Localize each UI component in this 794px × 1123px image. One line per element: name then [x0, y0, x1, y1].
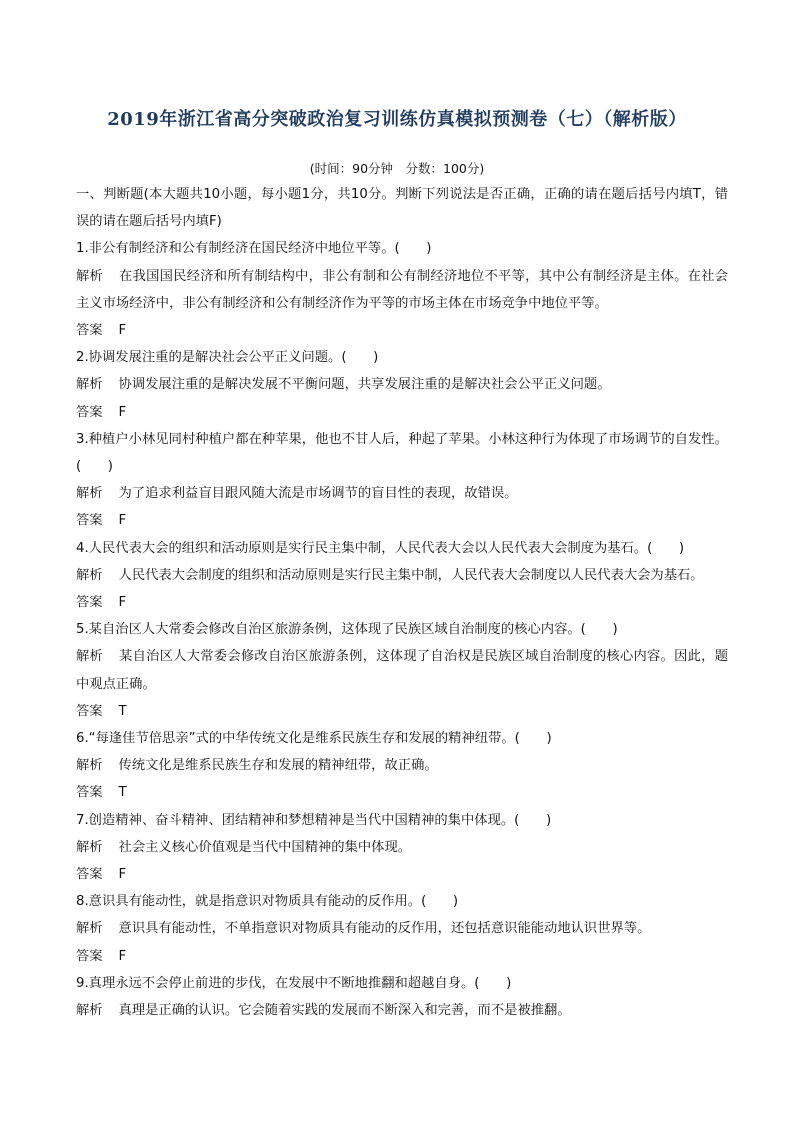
analysis-text: 真理是正确的认识。它会随着实践的发展而不断深入和完善，而不是被推翻。	[118, 1003, 571, 1019]
question-text: 5.某自治区人大常委会修改自治区旅游条例，这体现了民族区域自治制度的核心内容。( )	[76, 622, 618, 638]
answer-value: F	[118, 867, 127, 883]
analysis-label: 解析	[76, 649, 104, 665]
question-text: 2.协调发展注重的是解决社会公平正义问题。( )	[76, 350, 379, 366]
answer-label: 答案	[76, 867, 103, 883]
document-body	[76, 181, 728, 1024]
answer-value: T	[118, 703, 127, 719]
answer-value: F	[118, 404, 127, 420]
answer	[76, 507, 728, 534]
exam-meta: (时间：90分钟 分数：100分)	[309, 161, 485, 176]
analysis-label: 解析	[76, 377, 103, 393]
question-text: 7.创造精神、奋斗精神、团结精神和梦想精神是当代中国精神的集中体现。( )	[76, 812, 552, 828]
analysis-label: 解析	[76, 921, 103, 937]
analysis-text: 在我国国民经济和所有制结构中，非公有制和公有制经济地位不平等，其中公有制经济是主体。在社会主义市场经济中，非公有制经济和公有制经济作为平等的市场主体在市场竞争中地位平等。	[76, 268, 729, 311]
analysis-text: 某自治区人大常委会修改自治区旅游条例，这体现了自治权是民族区域自治制度的核心内容。因此，题中观点正确。	[76, 649, 729, 692]
question-text: 8.意识具有能动性，就是指意识对物质具有能动的反作用。( )	[76, 894, 459, 910]
answer-label: 答案	[76, 703, 103, 719]
answer-label: 答案	[76, 948, 103, 964]
answer	[76, 399, 728, 426]
question-text: 3.种植户小林见同村种植户都在种苹果，他也不甘人后，种起了苹果。小林这种行为体现了市场调节的自发性。( )	[76, 431, 728, 475]
analysis	[76, 263, 728, 317]
analysis	[76, 752, 728, 779]
analysis-text: 人民代表大会制度的组织和活动原则是实行民主集中制，人民代表大会制度以人民代表大会为基石。	[118, 567, 704, 583]
answer	[76, 698, 728, 725]
answer-label: 答案	[76, 595, 103, 611]
analysis-text: 传统文化是维系民族生存和发展的精神纽带，故正确。	[118, 758, 438, 774]
answer	[76, 861, 728, 888]
answer	[76, 943, 728, 970]
analysis	[76, 643, 728, 697]
analysis	[76, 371, 728, 398]
analysis-label: 解析	[76, 839, 103, 855]
analysis-label: 解析	[76, 567, 103, 583]
answer-value: F	[118, 513, 127, 529]
question-text: 6.“每逢佳节倍思亲”式的中华传统文化是维系民族生存和发展的精神纽带。( )	[76, 731, 552, 747]
analysis-label: 解析	[76, 758, 103, 774]
answer-label: 答案	[76, 323, 103, 339]
document-title: 2019年浙江省高分突破政治复习训练仿真模拟预测卷（七）（解析版）	[107, 109, 687, 130]
question-text: 4.人民代表大会的组织和活动原则是实行民主集中制，人民代表大会以人民代表大会制度为基石。( )	[76, 540, 685, 556]
analysis-text: 意识具有能动性，不单指意识对物质具有能动的反作用，还包括意识能能动地认识世界等。	[118, 921, 651, 937]
answer-label: 答案	[76, 513, 103, 529]
question-text: 1.非公有制经济和公有制经济在国民经济中地位平等。( )	[76, 241, 432, 257]
answer	[76, 779, 728, 806]
analysis-text: 为了追求利益盲目跟风随大流是市场调节的盲目性的表现，故错误。	[118, 486, 518, 502]
answer-value: T	[118, 785, 127, 801]
answer	[76, 317, 728, 344]
answer-label: 答案	[76, 785, 103, 801]
analysis-text: 社会主义核心价值观是当代中国精神的集中体现。	[118, 839, 412, 855]
analysis	[76, 562, 728, 589]
analysis-label: 解析	[76, 1003, 103, 1019]
analysis-label: 解析	[76, 268, 104, 284]
answer	[76, 589, 728, 616]
answer-label: 答案	[76, 404, 103, 420]
answer-value: F	[118, 323, 127, 339]
answer-value: F	[118, 948, 127, 964]
analysis	[76, 915, 728, 942]
section-header: 一、判断题(本大题共10小题，每小题1分，共10分。判断下列说法是否正确，正确的请在题后括号内填T，错误的请在题后括号内填F)	[76, 187, 728, 230]
question-text: 9.真理永远不会停止前进的步伐，在发展中不断地推翻和超越自身。( )	[76, 975, 512, 991]
analysis	[76, 997, 728, 1024]
analysis	[76, 480, 728, 507]
analysis-label: 解析	[76, 486, 103, 502]
answer-value: F	[118, 595, 127, 611]
analysis	[76, 834, 728, 861]
analysis-text: 协调发展注重的是解决发展不平衡问题，共享发展注重的是解决社会公平正义问题。	[118, 377, 611, 393]
